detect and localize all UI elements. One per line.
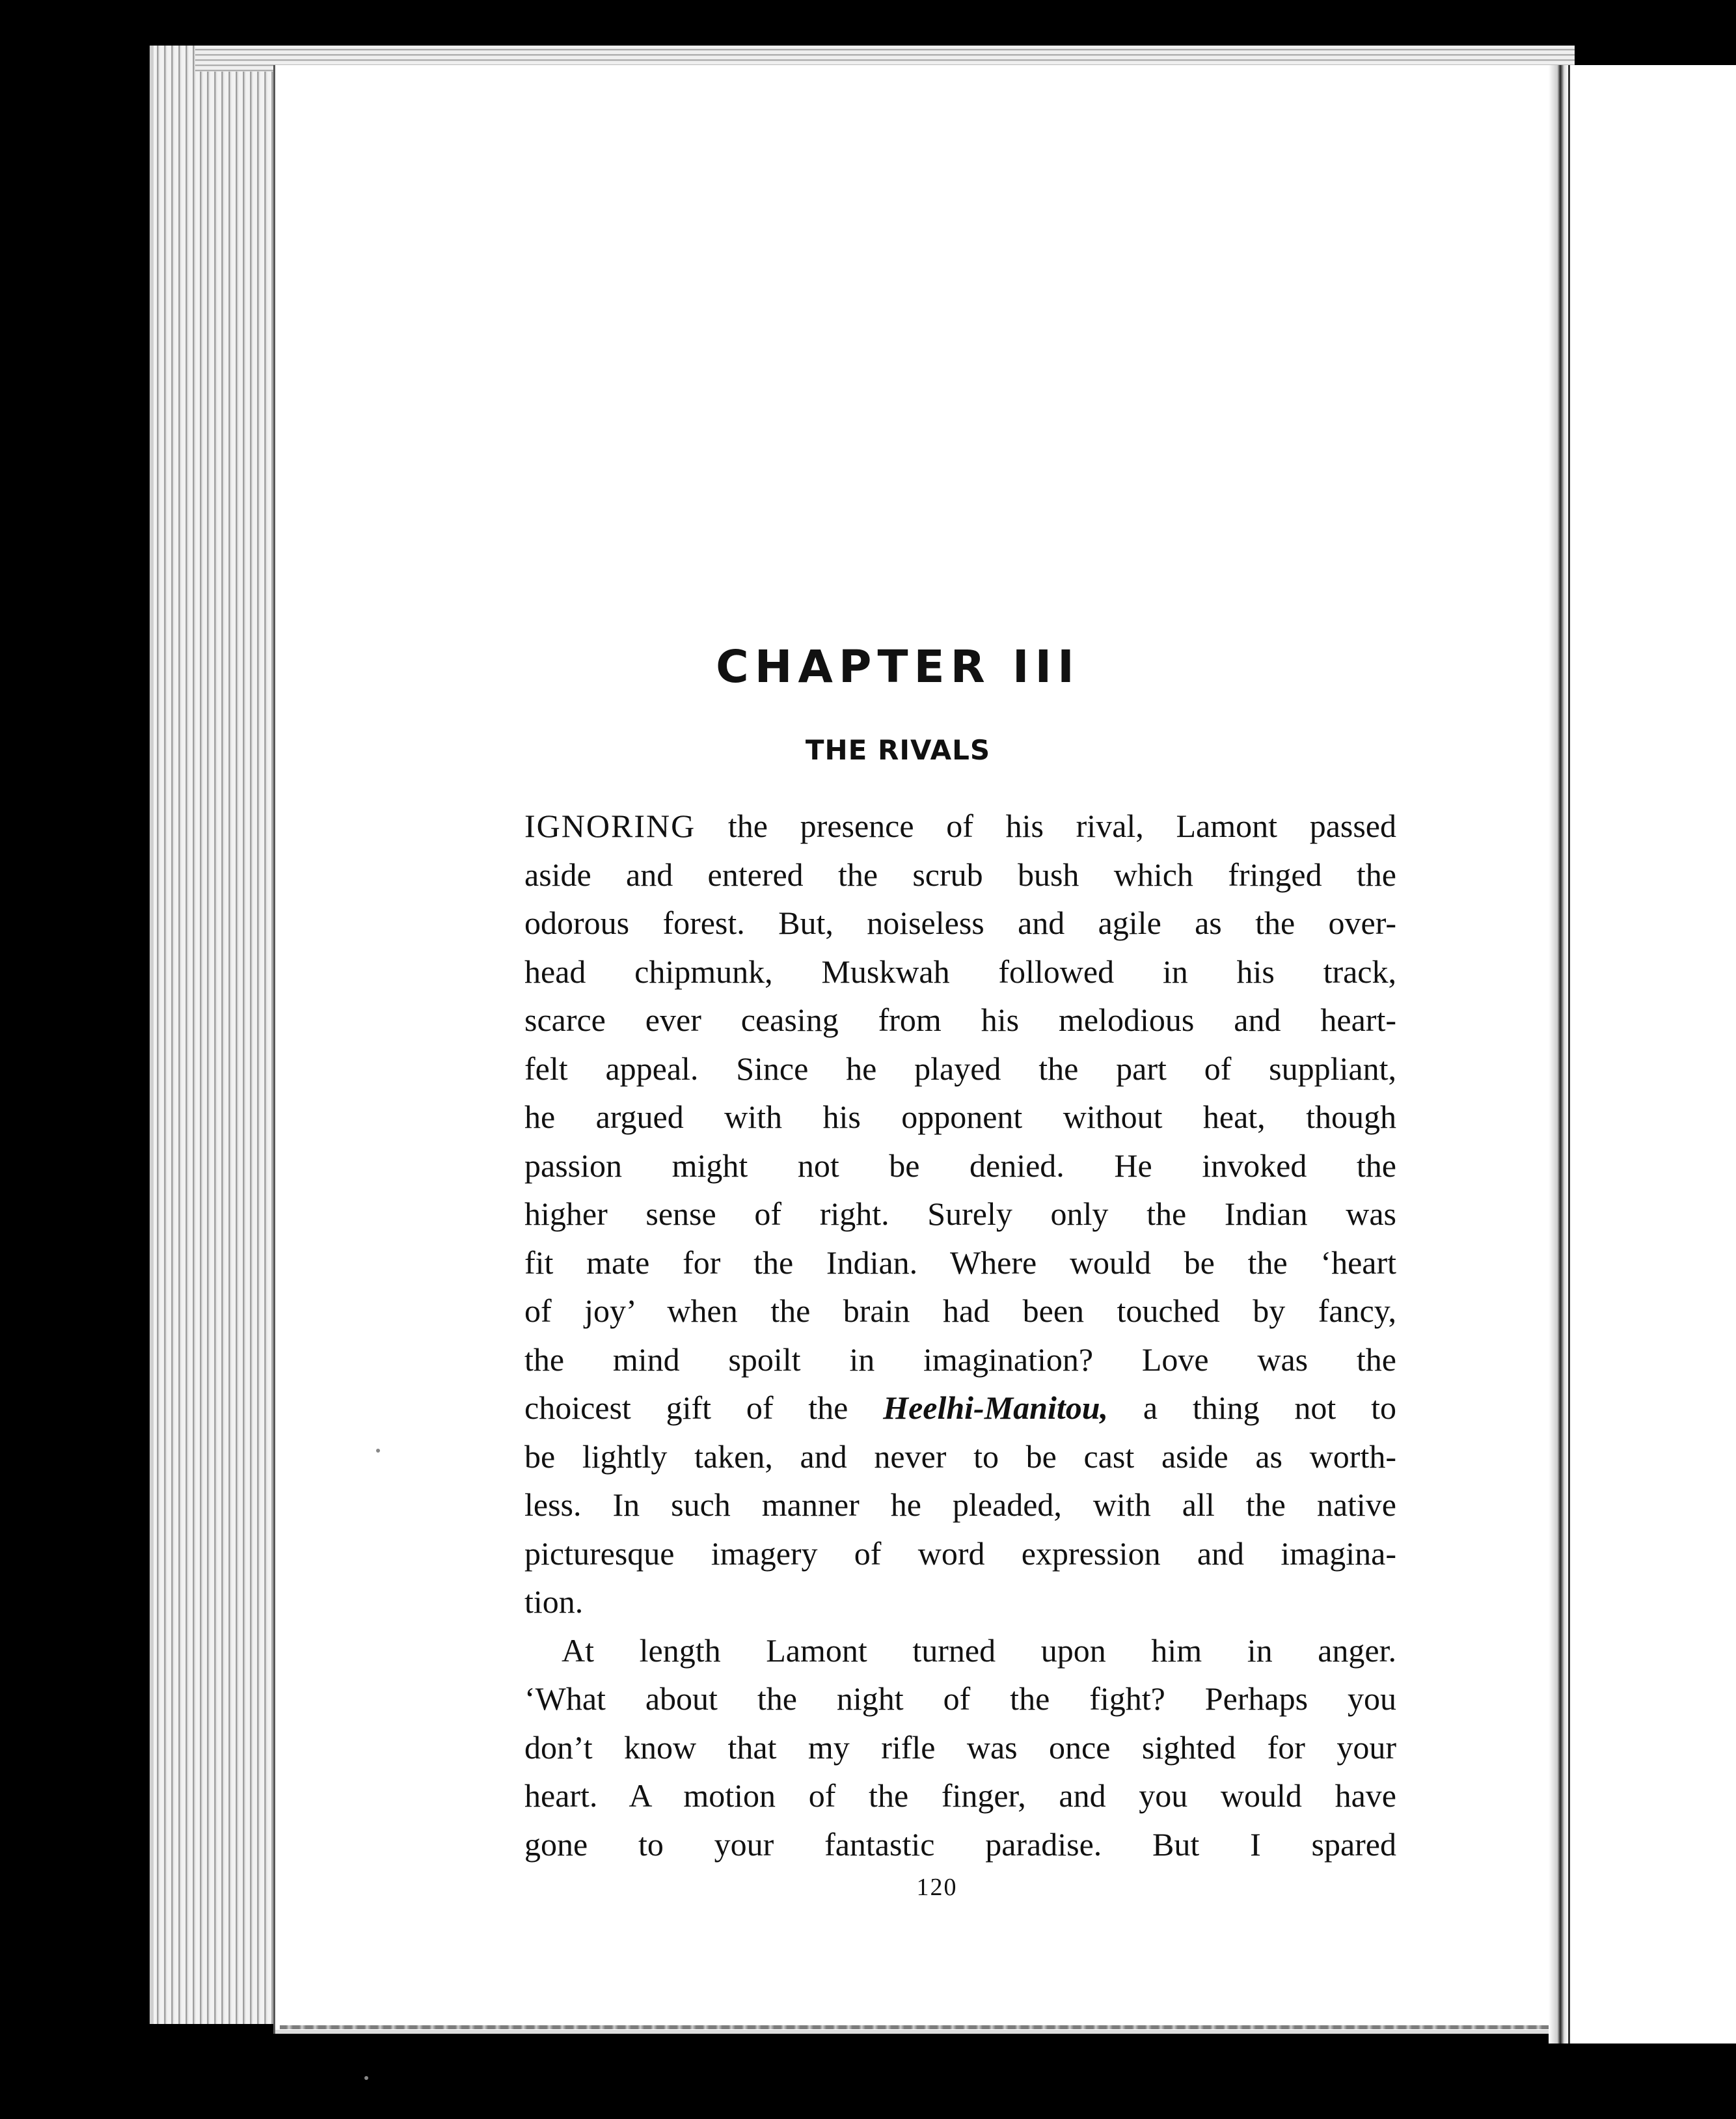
body-text	[524, 802, 1396, 1868]
text-line: At length Lamont turned upon him in anger.	[562, 1632, 1396, 1669]
text-segment: a thing not to	[1108, 1389, 1396, 1426]
text-line	[524, 802, 1396, 851]
text-line: passion might not be denied. He invoked the	[524, 1147, 1396, 1184]
text-line: aside and entered the scrub bush which fringed the	[524, 856, 1396, 893]
page-bottom-edge	[280, 2025, 1549, 2029]
text-line: felt appeal. Since he played the part of suppliant,	[524, 1050, 1396, 1087]
text-line: scarce ever ceasing from his melodious and heart-	[524, 1002, 1396, 1038]
text-line: higher sense of right. Surely only the Indian was	[524, 1196, 1396, 1232]
text-line: the mind spoilt in imagination? Love was the	[524, 1341, 1396, 1378]
text-line	[524, 1384, 1396, 1432]
page-edges	[150, 46, 284, 2024]
chapter-subtitle: THE RIVALS	[805, 734, 991, 766]
italic-term: Heelhi-Manitou,	[883, 1389, 1109, 1426]
text-line: gone to your fantastic paradise. But I spared	[524, 1825, 1396, 1863]
chapter-title: CHAPTER III	[716, 641, 1080, 693]
page-number: 120	[916, 1874, 958, 1901]
text-line: head chipmunk, Muskwah followed in his track,	[524, 953, 1396, 990]
text-line: don’t know that my rifle was once sighted for your	[524, 1729, 1396, 1766]
text-line: be lightly taken, and never to be cast aside as worth-	[524, 1438, 1396, 1475]
text-line: picturesque imagery of word expression and imagina-	[524, 1535, 1396, 1572]
text-segment: choicest gift of the	[524, 1389, 884, 1426]
paragraph-1	[524, 802, 1396, 1626]
lead-small-caps: IGNORING	[524, 808, 696, 844]
dust-speck	[364, 2076, 368, 2080]
text-line: ‘What about the night of the fight? Perhaps you	[524, 1680, 1396, 1717]
text-line: tion.	[524, 1583, 584, 1620]
text-line: of joy’ when the brain had been touched by fancy,	[524, 1292, 1396, 1329]
facing-page	[1568, 65, 1736, 2044]
text-line: fit mate for the Indian. Where would be the ‘heart	[524, 1244, 1396, 1281]
text-line: heart. A motion of the finger, and you would have	[524, 1777, 1396, 1814]
book-gutter	[1549, 65, 1568, 2044]
text-line-rest: the presence of his rival, Lamont passed	[696, 808, 1396, 844]
text-line: odorous forest. But, noiseless and agile as the over-	[524, 905, 1396, 941]
dust-speck	[376, 1449, 380, 1453]
text-line: he argued with his opponent without heat, though	[524, 1099, 1396, 1135]
text-line: less. In such manner he pleaded, with all the native	[524, 1486, 1396, 1523]
paragraph-2	[524, 1626, 1396, 1869]
